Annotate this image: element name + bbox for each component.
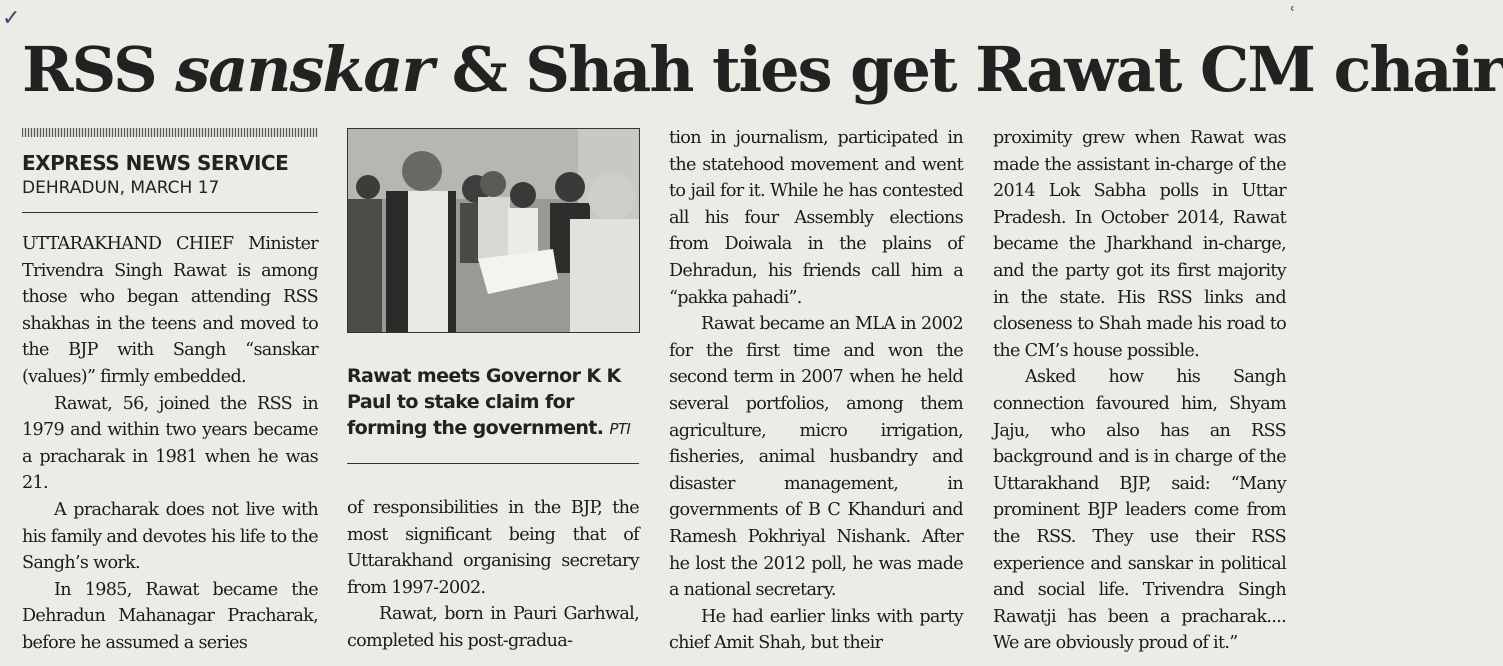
paragraph: Rawat became an MLA in 2002 for the first time and won the second term in 2007 when he held several portfolios, among them agriculture, micro irrigation, fisheries, animal husbandry and disaster management, in governments of B C Khanduri and Ramesh Pokhriyal Nishank. After he lost the 2012 poll, he was made a national secretary. <box>669 314 963 601</box>
photo-credit: PTI <box>609 420 631 438</box>
paragraph: UTTARAKHAND CHIEF Minister Trivendra Singh Rawat is among those who began attending RSS shakhas in the teens and moved to the BJP with Sangh “sanskar (values)” firmly embedded. <box>22 234 318 387</box>
paragraph: Rawat, 56, joined the RSS in 1979 and within two years became a pracharak in 1981 when he was 21. <box>22 393 318 494</box>
headline: RSS sanskar & Shah ties get Rawat CM chair <box>22 33 1503 106</box>
photo-caption <box>347 363 639 442</box>
paragraph: tion in journalism, participated in the statehood movement and went to jail for it. While he has contested all his four Assembly elections from Doiwala in the plains of Dehradun, his friends call him a “pakka pahadi”. <box>669 128 963 308</box>
caption-rule <box>347 463 639 464</box>
byline: EXPRESS NEWS SERVICE <box>22 151 289 175</box>
paragraph: Asked how his Sangh connection favoured him, Shyam Jaju, who also has an RSS background and is in charge of the Uttarakhand BJP, said: “Many prominent BJP leaders come from the RSS. They use their RSS experience and sanskar in political and social life. Trivendra Singh Rawatji has been a pracharak.... We are obviously proud of it.” <box>993 367 1286 654</box>
article-column-3 <box>669 125 963 657</box>
paragraph: proximity grew when Rawat was made the assistant in-charge of the 2014 Lok Sabha polls in Uttar Pradesh. In October 2014, Rawat became the Jharkhand in-charge, and the party got its first majority in the state. His RSS links and closeness to Shah made his road to the CM’s house possible. <box>993 128 1286 361</box>
paragraph: Rawat, born in Pauri Garhwal, completed his post-gradua- <box>347 604 639 651</box>
article-column-2 <box>347 495 639 655</box>
article-column-4 <box>993 125 1286 657</box>
byline-hatch-rule <box>22 128 318 137</box>
paragraph: He had earlier links with party chief Amit Shah, but their <box>669 606 963 654</box>
article-column-1 <box>22 231 318 657</box>
dateline: DEHRADUN, MARCH 17 <box>22 178 220 198</box>
caption-text: Rawat meets Governor K K Paul to stake claim for forming the government. <box>347 365 621 439</box>
pen-mark-icon: ✓ <box>2 6 21 31</box>
paragraph: In 1985, Rawat became the Dehradun Mahanagar Pracharak, before he assumed a series <box>22 579 318 653</box>
dateline-rule <box>22 212 318 213</box>
paragraph: of responsibilities in the BJP, the most significant being that of Uttarakhand organising secretary from 1997-2002. <box>347 498 639 598</box>
paragraph: A pracharak does not live with his family and devotes his life to the Sangh’s work. <box>22 499 318 574</box>
pen-tick-icon: ʿ <box>1290 4 1296 25</box>
news-photo <box>347 128 640 333</box>
